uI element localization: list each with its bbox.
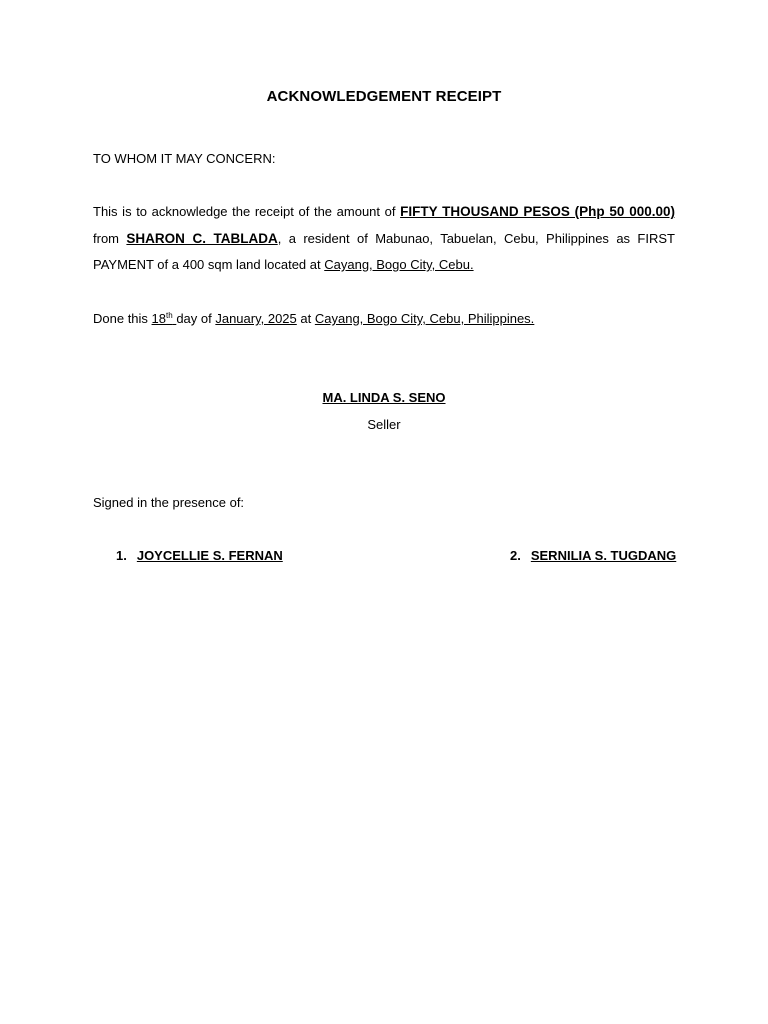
intro-text: This is to acknowledge the receipt of the amount of bbox=[93, 204, 401, 219]
resident-text: , a resident of Mabunao, Tabuelan, Cebu, Philippines as FIRST PAYMENT of a 400 sqm land located at bbox=[93, 230, 675, 272]
witness-2 bbox=[510, 548, 676, 563]
document-title: ACKNOWLEDGEMENT RECEIPT bbox=[266, 88, 502, 105]
witness-name: JOYCELLIE S. FERNAN bbox=[136, 548, 283, 563]
witness-number: 2. bbox=[510, 548, 521, 563]
done-prefix: Done this bbox=[93, 311, 152, 326]
land-location: Cayang, Bogo City, Cebu. bbox=[324, 257, 474, 272]
done-date: January, 2025 bbox=[215, 311, 297, 326]
at-text: at bbox=[296, 311, 315, 326]
amount-text: FIFTY THOUSAND PESOS (Php 50 000.00) bbox=[400, 204, 675, 219]
receipt-paragraph bbox=[93, 199, 675, 279]
done-place: Cayang, Bogo City, Cebu, Philippines. bbox=[314, 311, 535, 326]
done-line bbox=[93, 311, 534, 326]
day-of-text: day of bbox=[176, 311, 216, 326]
witness-name: SERNILIA S. TUGDANG bbox=[530, 548, 677, 563]
from-text: from bbox=[93, 230, 127, 246]
witness-number: 1. bbox=[116, 548, 127, 563]
salutation: TO WHOM IT MAY CONCERN: bbox=[93, 151, 276, 166]
seller-role: Seller bbox=[367, 417, 401, 432]
payer-name: SHARON C. TABLADA bbox=[126, 230, 278, 246]
day-suffix: th bbox=[166, 311, 173, 320]
presence-label: Signed in the presence of: bbox=[93, 495, 245, 510]
witness-1 bbox=[116, 548, 283, 563]
seller-name: MA. LINDA S. SENO bbox=[322, 390, 446, 405]
done-day: 18th bbox=[151, 311, 173, 326]
